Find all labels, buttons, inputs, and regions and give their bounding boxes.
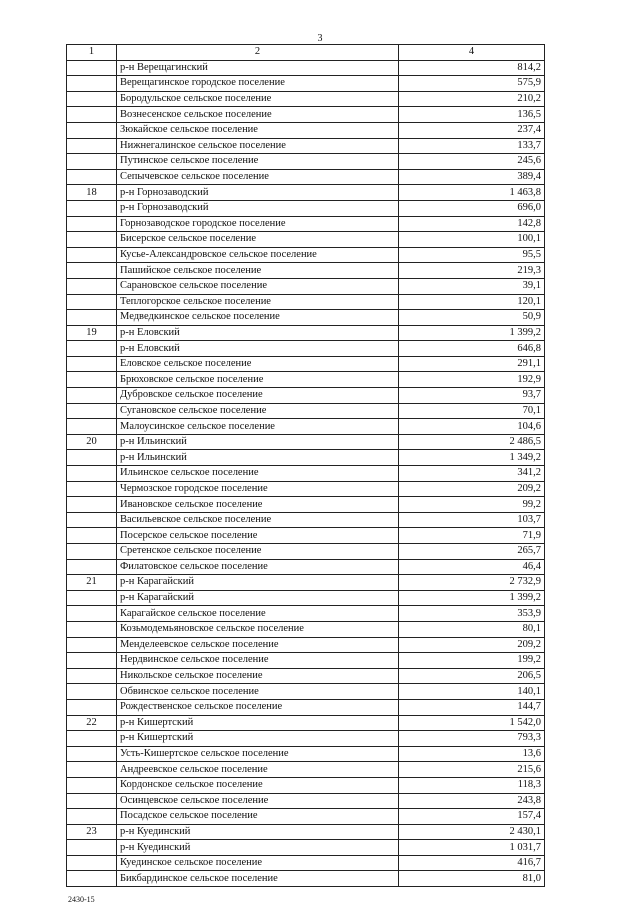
row-name-cell: Васильевское сельское поселение	[117, 512, 399, 528]
row-value-cell: 646,8	[399, 341, 545, 357]
row-value-cell: 793,3	[399, 731, 545, 747]
row-number-cell	[67, 871, 117, 887]
row-value-cell: 210,2	[399, 91, 545, 107]
row-name-cell: Обвинское сельское поселение	[117, 684, 399, 700]
table-row	[67, 91, 545, 107]
row-number-cell	[67, 356, 117, 372]
table-row	[67, 559, 545, 575]
table-row	[67, 840, 545, 856]
row-name-cell: Филатовское сельское поселение	[117, 559, 399, 575]
row-name-cell: Кусье-Александровское сельское поселение	[117, 247, 399, 263]
row-name-cell: р-н Ильинский	[117, 434, 399, 450]
table-row	[67, 434, 545, 450]
row-number-cell	[67, 200, 117, 216]
row-number-cell: 21	[67, 575, 117, 591]
row-value-cell: 142,8	[399, 216, 545, 232]
row-number-cell	[67, 310, 117, 326]
table-row	[67, 731, 545, 747]
row-name-cell: Брюховское сельское поселение	[117, 372, 399, 388]
row-number-cell	[67, 481, 117, 497]
row-name-cell: Пашийское сельское поселение	[117, 263, 399, 279]
row-value-cell: 81,0	[399, 871, 545, 887]
table-row	[67, 715, 545, 731]
row-name-cell: Кордонское сельское поселение	[117, 777, 399, 793]
table-row	[67, 263, 545, 279]
row-value-cell: 1 349,2	[399, 450, 545, 466]
row-number-cell: 20	[67, 434, 117, 450]
row-name-cell: Куединское сельское поселение	[117, 855, 399, 871]
table-row	[67, 216, 545, 232]
row-number-cell	[67, 232, 117, 248]
row-name-cell: Сепычевское сельское поселение	[117, 169, 399, 185]
row-name-cell: Чермозское городское поселение	[117, 481, 399, 497]
row-number-cell	[67, 216, 117, 232]
row-name-cell: Зюкайское сельское поселение	[117, 122, 399, 138]
row-value-cell: 209,2	[399, 481, 545, 497]
row-name-cell: Никольское сельское поселение	[117, 668, 399, 684]
row-number-cell	[67, 590, 117, 606]
row-number-cell	[67, 731, 117, 747]
row-name-cell: р-н Верещагинский	[117, 60, 399, 76]
table-row	[67, 403, 545, 419]
row-name-cell: Сугановское сельское поселение	[117, 403, 399, 419]
header-col-4: 4	[399, 45, 545, 61]
row-name-cell: Усть-Кишертское сельское поселение	[117, 746, 399, 762]
table-header	[67, 45, 545, 61]
row-number-cell	[67, 840, 117, 856]
row-name-cell: Бикбардинское сельское поселение	[117, 871, 399, 887]
row-name-cell: Менделеевское сельское поселение	[117, 637, 399, 653]
row-number-cell	[67, 169, 117, 185]
table-row	[67, 278, 545, 294]
row-value-cell: 133,7	[399, 138, 545, 154]
row-value-cell: 99,2	[399, 497, 545, 513]
table-row	[67, 668, 545, 684]
table-row	[67, 497, 545, 513]
row-value-cell: 1 399,2	[399, 590, 545, 606]
row-value-cell: 144,7	[399, 699, 545, 715]
row-number-cell	[67, 559, 117, 575]
table-row	[67, 450, 545, 466]
row-number-cell	[67, 122, 117, 138]
row-name-cell: Медведкинское сельское поселение	[117, 310, 399, 326]
row-name-cell: Ильинское сельское поселение	[117, 466, 399, 482]
row-value-cell: 71,9	[399, 528, 545, 544]
row-value-cell: 100,1	[399, 232, 545, 248]
row-value-cell: 206,5	[399, 668, 545, 684]
row-name-cell: Дубровское сельское поселение	[117, 388, 399, 404]
row-number-cell	[67, 247, 117, 263]
row-value-cell: 2 732,9	[399, 575, 545, 591]
table-row	[67, 684, 545, 700]
row-name-cell: Бисерское сельское поселение	[117, 232, 399, 248]
row-number-cell	[67, 419, 117, 435]
row-number-cell	[67, 341, 117, 357]
footer-code: 2430-15	[68, 895, 95, 904]
row-number-cell	[67, 512, 117, 528]
row-value-cell: 140,1	[399, 684, 545, 700]
row-value-cell: 103,7	[399, 512, 545, 528]
row-name-cell: Нижнегалинское сельское поселение	[117, 138, 399, 154]
row-number-cell	[67, 684, 117, 700]
row-number-cell	[67, 466, 117, 482]
row-name-cell: Теплогорское сельское поселение	[117, 294, 399, 310]
row-number-cell	[67, 855, 117, 871]
row-name-cell: Бородульское сельское поселение	[117, 91, 399, 107]
table-row	[67, 169, 545, 185]
table-row	[67, 294, 545, 310]
table-row	[67, 60, 545, 76]
row-value-cell: 243,8	[399, 793, 545, 809]
row-name-cell: р-н Кишертский	[117, 731, 399, 747]
row-value-cell: 80,1	[399, 621, 545, 637]
row-value-cell: 575,9	[399, 76, 545, 92]
row-name-cell: Андреевское сельское поселение	[117, 762, 399, 778]
row-name-cell: Сретенское сельское поселение	[117, 544, 399, 560]
row-value-cell: 1 542,0	[399, 715, 545, 731]
row-number-cell	[67, 653, 117, 669]
row-name-cell: Вознесенское сельское поселение	[117, 107, 399, 123]
row-name-cell: Верещагинское городское поселение	[117, 76, 399, 92]
row-name-cell: Малоусинское сельское поселение	[117, 419, 399, 435]
table-row	[67, 746, 545, 762]
table-row	[67, 466, 545, 482]
row-number-cell	[67, 621, 117, 637]
row-name-cell: Сарановское сельское поселение	[117, 278, 399, 294]
table-row	[67, 528, 545, 544]
row-number-cell	[67, 606, 117, 622]
row-value-cell: 215,6	[399, 762, 545, 778]
row-name-cell: Козьмодемьяновское сельское поселение	[117, 621, 399, 637]
row-number-cell	[67, 497, 117, 513]
row-number-cell	[67, 278, 117, 294]
table-row	[67, 138, 545, 154]
table-row	[67, 341, 545, 357]
table-row	[67, 388, 545, 404]
table-row	[67, 107, 545, 123]
row-value-cell: 814,2	[399, 60, 545, 76]
row-number-cell	[67, 746, 117, 762]
row-value-cell: 696,0	[399, 200, 545, 216]
row-value-cell: 104,6	[399, 419, 545, 435]
row-value-cell: 389,4	[399, 169, 545, 185]
table-row	[67, 372, 545, 388]
row-name-cell: Осинцевское сельское поселение	[117, 793, 399, 809]
data-table	[66, 44, 545, 887]
row-value-cell: 199,2	[399, 653, 545, 669]
table-row	[67, 809, 545, 825]
row-value-cell: 209,2	[399, 637, 545, 653]
row-number-cell	[67, 637, 117, 653]
row-name-cell: Путинское сельское поселение	[117, 154, 399, 170]
row-number-cell	[67, 154, 117, 170]
row-number-cell	[67, 76, 117, 92]
row-name-cell: р-н Карагайский	[117, 575, 399, 591]
row-name-cell: р-н Куединский	[117, 824, 399, 840]
table-row	[67, 824, 545, 840]
table-row	[67, 481, 545, 497]
row-name-cell: р-н Карагайский	[117, 590, 399, 606]
row-value-cell: 353,9	[399, 606, 545, 622]
row-value-cell: 291,1	[399, 356, 545, 372]
row-number-cell	[67, 372, 117, 388]
row-number-cell: 19	[67, 325, 117, 341]
table-row	[67, 232, 545, 248]
table-row	[67, 762, 545, 778]
row-value-cell: 157,4	[399, 809, 545, 825]
row-value-cell: 416,7	[399, 855, 545, 871]
row-name-cell: р-н Ильинский	[117, 450, 399, 466]
table-body	[67, 60, 545, 886]
row-number-cell: 22	[67, 715, 117, 731]
row-number-cell	[67, 762, 117, 778]
row-value-cell: 1 399,2	[399, 325, 545, 341]
header-row	[67, 45, 545, 61]
row-name-cell: р-н Еловский	[117, 325, 399, 341]
row-number-cell	[67, 668, 117, 684]
table-row	[67, 512, 545, 528]
row-number-cell	[67, 699, 117, 715]
row-number-cell	[67, 809, 117, 825]
row-value-cell: 2 430,1	[399, 824, 545, 840]
row-name-cell: р-н Горнозаводский	[117, 185, 399, 201]
table-row	[67, 575, 545, 591]
row-name-cell: Горнозаводское городское поселение	[117, 216, 399, 232]
table-row	[67, 122, 545, 138]
row-name-cell: р-н Горнозаводский	[117, 200, 399, 216]
table-row	[67, 621, 545, 637]
row-number-cell	[67, 91, 117, 107]
row-number-cell	[67, 777, 117, 793]
row-number-cell	[67, 388, 117, 404]
table-row	[67, 419, 545, 435]
row-number-cell	[67, 544, 117, 560]
row-name-cell: Нердвинское сельское поселение	[117, 653, 399, 669]
row-number-cell: 18	[67, 185, 117, 201]
table-row	[67, 310, 545, 326]
row-value-cell: 136,5	[399, 107, 545, 123]
row-value-cell: 237,4	[399, 122, 545, 138]
row-value-cell: 95,5	[399, 247, 545, 263]
table-row	[67, 200, 545, 216]
row-value-cell: 341,2	[399, 466, 545, 482]
row-number-cell	[67, 294, 117, 310]
row-number-cell	[67, 528, 117, 544]
table-row	[67, 777, 545, 793]
table-row	[67, 544, 545, 560]
row-value-cell: 245,6	[399, 154, 545, 170]
row-name-cell: Еловское сельское поселение	[117, 356, 399, 372]
row-name-cell: Посадское сельское поселение	[117, 809, 399, 825]
table-row	[67, 871, 545, 887]
row-value-cell: 1 463,8	[399, 185, 545, 201]
row-name-cell: Рождественское сельское поселение	[117, 699, 399, 715]
row-value-cell: 219,3	[399, 263, 545, 279]
table-row	[67, 606, 545, 622]
row-value-cell: 265,7	[399, 544, 545, 560]
row-name-cell: Ивановское сельское поселение	[117, 497, 399, 513]
table-row	[67, 356, 545, 372]
table-row	[67, 855, 545, 871]
row-value-cell: 118,3	[399, 777, 545, 793]
row-name-cell: р-н Куединский	[117, 840, 399, 856]
table-row	[67, 653, 545, 669]
row-value-cell: 39,1	[399, 278, 545, 294]
table-row	[67, 325, 545, 341]
row-name-cell: р-н Кишертский	[117, 715, 399, 731]
row-number-cell	[67, 450, 117, 466]
row-value-cell: 2 486,5	[399, 434, 545, 450]
row-value-cell: 192,9	[399, 372, 545, 388]
row-value-cell: 93,7	[399, 388, 545, 404]
table-row	[67, 637, 545, 653]
row-value-cell: 50,9	[399, 310, 545, 326]
table-row	[67, 154, 545, 170]
row-number-cell: 23	[67, 824, 117, 840]
row-number-cell	[67, 107, 117, 123]
table-row	[67, 699, 545, 715]
row-value-cell: 120,1	[399, 294, 545, 310]
table-row	[67, 793, 545, 809]
table-row	[67, 185, 545, 201]
header-col-2: 2	[117, 45, 399, 61]
row-name-cell: Посерское сельское поселение	[117, 528, 399, 544]
row-value-cell: 46,4	[399, 559, 545, 575]
row-value-cell: 13,6	[399, 746, 545, 762]
row-value-cell: 70,1	[399, 403, 545, 419]
header-col-1: 1	[67, 45, 117, 61]
row-value-cell: 1 031,7	[399, 840, 545, 856]
row-number-cell	[67, 60, 117, 76]
row-name-cell: Карагайское сельское поселение	[117, 606, 399, 622]
row-number-cell	[67, 263, 117, 279]
row-name-cell: р-н Еловский	[117, 341, 399, 357]
table-row	[67, 590, 545, 606]
page-number: 3	[317, 33, 323, 44]
row-number-cell	[67, 403, 117, 419]
table-row	[67, 247, 545, 263]
table-row	[67, 76, 545, 92]
row-number-cell	[67, 793, 117, 809]
row-number-cell	[67, 138, 117, 154]
